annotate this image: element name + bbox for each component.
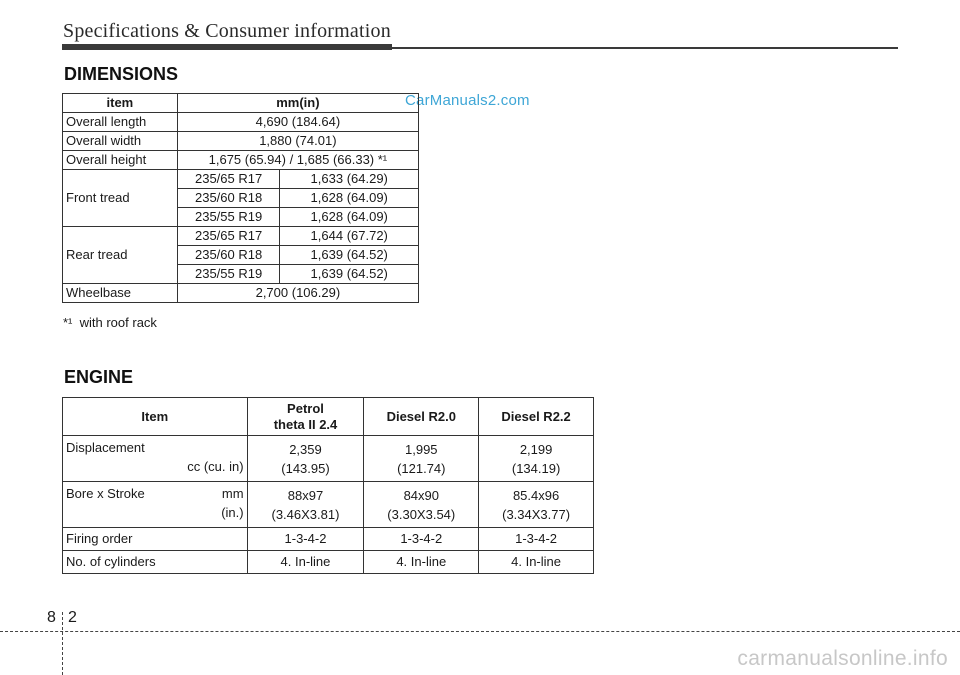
footnote-text: with roof rack [79,315,157,330]
table-row [63,227,419,246]
header-diesel-r22: Diesel R2.2 [479,398,594,436]
header-diesel-r20: Diesel R2.0 [364,398,479,436]
rear-tread-value: 1,639 (64.52) [280,265,419,284]
rear-tread-tire: 235/55 R19 [177,265,280,284]
displacement-diesel-r22 [479,436,594,482]
header-rule-thin [392,47,898,49]
table-row [63,436,594,482]
firing-order-diesel-r20: 1-3-4-2 [364,528,479,551]
cylinders-diesel-r20: 4. In-line [364,551,479,574]
header-item: Item [63,398,248,436]
overall-length-value: 4,690 (184.64) [177,113,418,132]
displacement-label: Displacement [66,440,145,455]
table-row [63,170,419,189]
overall-width-value: 1,880 (74.01) [177,132,418,151]
displacement-diesel-r20 [364,436,479,482]
page-chapter-number: 8 [47,609,56,626]
header-rule-thick [62,44,392,50]
table-row [63,113,419,132]
footer-dashed-line [0,631,960,632]
displacement-unit: cc (cu. in) [187,459,244,474]
dimensions-footnote [63,315,157,330]
header-item: item [63,94,178,113]
rear-tread-tire: 235/65 R17 [177,227,280,246]
dimensions-heading: DIMENSIONS [64,64,179,84]
wheelbase-label: Wheelbase [63,284,178,303]
engine-heading: ENGINE [64,367,134,387]
rear-tread-value: 1,644 (67.72) [280,227,419,246]
value-line: 2,359 [289,441,322,457]
footer-watermark: carmanualsonline.info [737,647,948,670]
overall-height-label: Overall height [63,151,178,170]
front-tread-tire: 235/55 R19 [177,208,280,227]
table-header-row [63,94,419,113]
firing-order-diesel-r22: 1-3-4-2 [479,528,594,551]
footnote-mark: *¹ [63,315,73,330]
page-number: 2 [68,609,77,626]
firing-order-petrol: 1-3-4-2 [247,528,364,551]
engine-table [62,397,594,574]
header-petrol-line1: Petrol [287,400,324,416]
rear-tread-tire: 235/60 R18 [177,246,280,265]
overall-width-label: Overall width [63,132,178,151]
watermark-link[interactable]: CarManuals2.com [405,92,530,109]
dimensions-table [62,93,419,303]
cylinders-petrol: 4. In-line [247,551,364,574]
header-petrol [247,398,364,436]
table-row [63,551,594,574]
front-tread-label: Front tread [63,170,178,227]
table-row [63,284,419,303]
wheelbase-value: 2,700 (106.29) [177,284,418,303]
table-row [63,482,594,528]
table-row [63,132,419,151]
value-line: 2,199 [519,441,553,457]
header-mm-in: mm(in) [177,94,418,113]
value-line: 84x90 [403,487,439,503]
table-row [63,151,419,170]
header-petrol-line2: theta II 2.4 [273,416,338,432]
bore-stroke-petrol [247,482,364,528]
displacement-label-cell [63,436,248,482]
footer-dashed-divider [62,612,63,675]
bore-stroke-label-cell [63,482,248,528]
cylinders-label: No. of cylinders [63,551,248,574]
bore-stroke-diesel-r22 [479,482,594,528]
overall-length-label: Overall length [63,113,178,132]
front-tread-tire: 235/65 R17 [177,170,280,189]
bore-stroke-unit-in: (in.) [221,505,244,520]
value-line: (3.30X3.54) [387,506,456,522]
overall-height-value: 1,675 (65.94) / 1,685 (66.33) *¹ [177,151,418,170]
bore-stroke-unit-mm: mm [221,486,244,501]
bore-stroke-line [66,484,247,503]
value-line: (134.19) [511,460,561,476]
cylinders-diesel-r22: 4. In-line [479,551,594,574]
value-line: 88x97 [287,487,324,503]
value-line: 85.4x96 [512,487,560,503]
table-header-row [63,398,594,436]
front-tread-value: 1,628 (64.09) [280,189,419,208]
value-line: (143.95) [281,460,330,476]
page-header-title: Specifications & Consumer information [63,20,391,42]
value-line: (3.34X3.77) [502,506,571,522]
value-line: (121.74) [397,460,446,476]
front-tread-value: 1,633 (64.29) [280,170,419,189]
front-tread-tire: 235/60 R18 [177,189,280,208]
bore-stroke-label: Bore x Stroke [66,486,145,501]
firing-order-label: Firing order [63,528,248,551]
bore-stroke-diesel-r20 [364,482,479,528]
rear-tread-label: Rear tread [63,227,178,284]
rear-tread-value: 1,639 (64.52) [280,246,419,265]
front-tread-value: 1,628 (64.09) [280,208,419,227]
value-line: 1,995 [405,441,438,457]
value-line: (3.46X3.81) [271,506,340,522]
table-row [63,528,594,551]
displacement-petrol [247,436,364,482]
